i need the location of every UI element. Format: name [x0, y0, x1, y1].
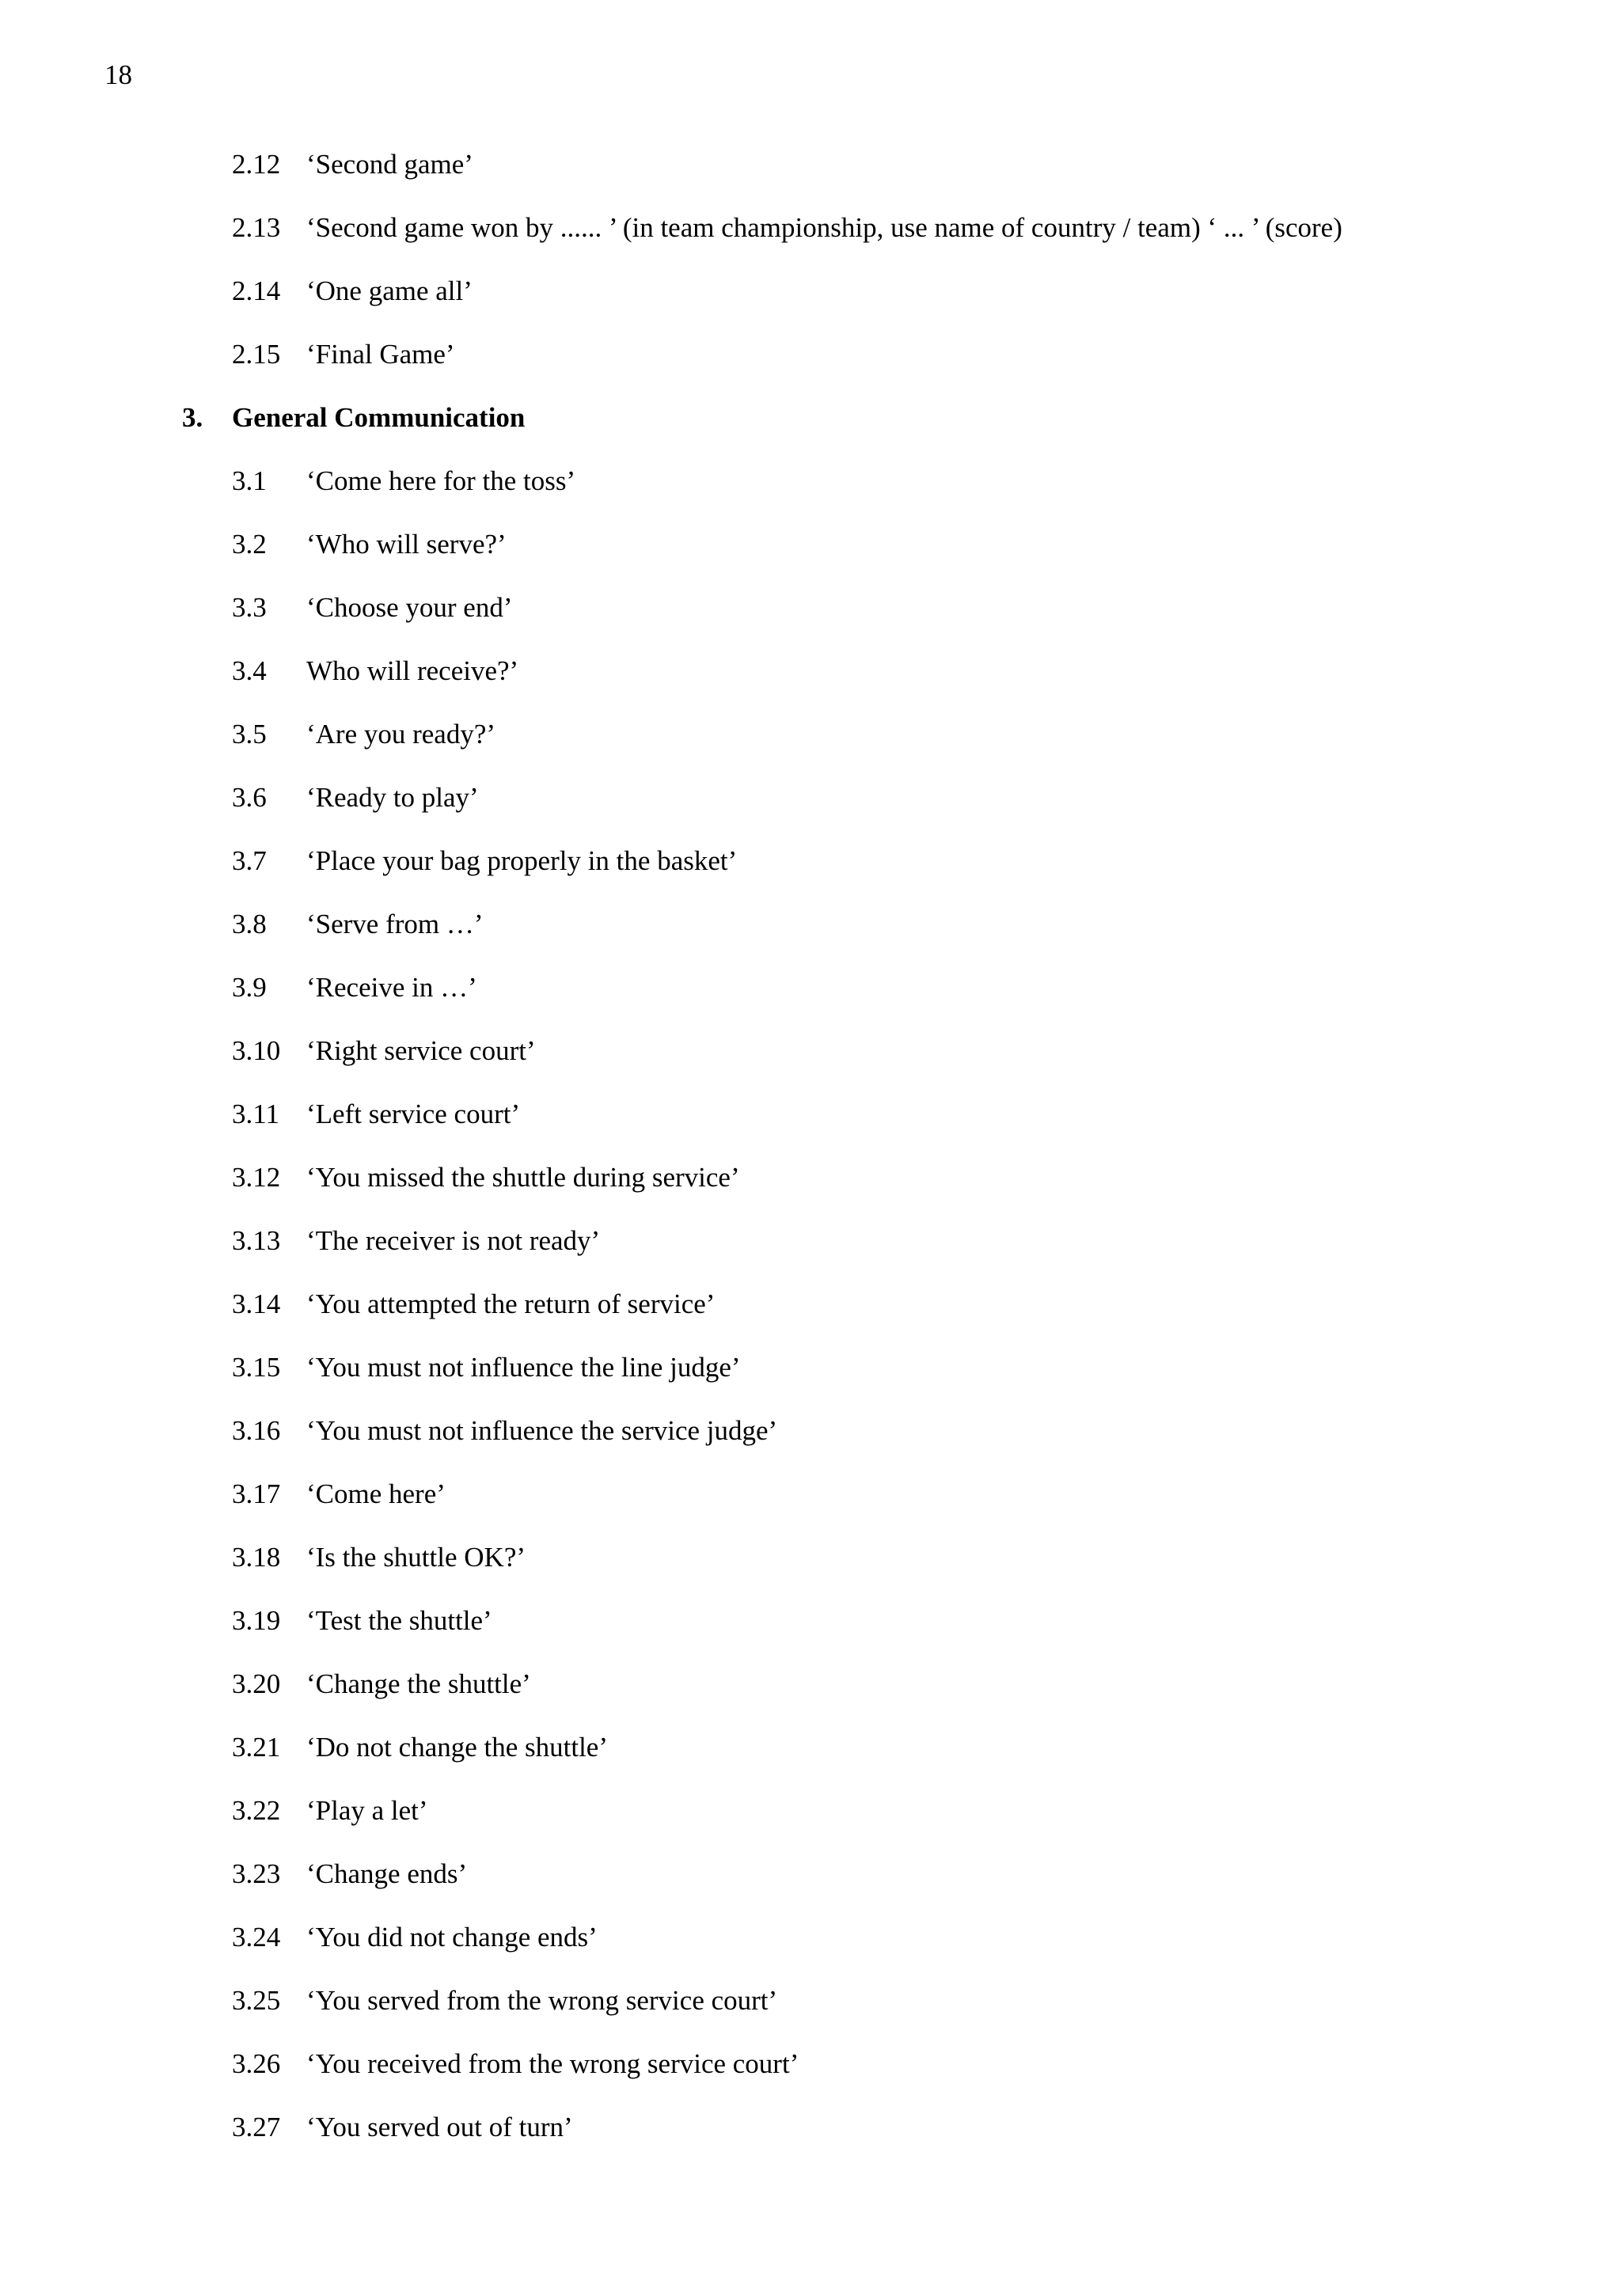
item-text: ‘Second game’: [306, 149, 473, 180]
item-number: 3.5: [232, 719, 267, 750]
item-text: ‘Come here for the toss’: [306, 465, 576, 496]
item-text: ‘Is the shuttle OK?’: [306, 1542, 526, 1573]
item-text: ‘You did not change ends’: [306, 1922, 598, 1953]
item-text: ‘Final Game’: [306, 339, 455, 370]
item-text: ‘The receiver is not ready’: [306, 1225, 601, 1256]
item-number: 3.20: [232, 1668, 281, 1699]
item-text: ‘You attempted the return of service’: [306, 1288, 716, 1319]
item-number: 3.19: [232, 1605, 281, 1636]
item-number: 3.15: [232, 1352, 281, 1383]
section-number: 3.: [182, 402, 203, 433]
item-number: 3.25: [232, 1985, 281, 2016]
item-number: 3.4: [232, 655, 267, 686]
item-text: ‘You served from the wrong service court’: [306, 1985, 778, 2016]
item-number: 3.27: [232, 2112, 281, 2142]
item-number: 3.16: [232, 1415, 281, 1446]
item-number: 3.24: [232, 1922, 281, 1953]
item-number: 3.7: [232, 845, 267, 876]
item-number: 3.17: [232, 1478, 281, 1509]
item-number: 2.13: [232, 212, 281, 243]
item-number: 3.9: [232, 972, 267, 1003]
item-number: 3.23: [232, 1858, 281, 1889]
item-number: 3.8: [232, 909, 267, 939]
item-text: ‘You received from the wrong service court’: [306, 2048, 799, 2079]
item-number: 3.11: [232, 1099, 279, 1129]
item-text: ‘Place your bag properly in the basket’: [306, 845, 738, 876]
item-number: 3.12: [232, 1162, 281, 1193]
item-number: 3.6: [232, 782, 267, 813]
page-number: 18: [104, 59, 132, 90]
item-text: ‘Change the shuttle’: [306, 1668, 531, 1699]
item-number: 3.13: [232, 1225, 281, 1256]
item-text: ‘Are you ready?’: [306, 719, 496, 750]
item-text: ‘Who will serve?’: [306, 529, 507, 560]
item-text: ‘Do not change the shuttle’: [306, 1732, 609, 1763]
item-text: ‘One game all’: [306, 275, 473, 306]
item-text: ‘Test the shuttle’: [306, 1605, 492, 1636]
item-text: ‘Play a let’: [306, 1795, 428, 1826]
item-number: 3.18: [232, 1542, 281, 1573]
item-number: 2.15: [232, 339, 281, 370]
item-text: ‘Serve from …’: [306, 909, 484, 939]
item-number: 3.14: [232, 1288, 281, 1319]
item-number: 3.3: [232, 592, 267, 623]
item-text: ‘You must not influence the line judge’: [306, 1352, 741, 1383]
item-number: 3.22: [232, 1795, 281, 1826]
item-text: ‘You must not influence the service judge’: [306, 1415, 778, 1446]
item-text: Who will receive?’: [306, 655, 519, 686]
item-text: ‘You served out of turn’: [306, 2112, 573, 2142]
item-text: ‘Choose your end’: [306, 592, 513, 623]
item-text: ‘Second game won by ...... ’ (in team championship, use name of country / team) ‘ ... ’ (score): [306, 212, 1342, 243]
section-title: General Communication: [232, 402, 526, 433]
item-text: ‘Ready to play’: [306, 782, 479, 813]
item-number: 2.12: [232, 149, 281, 180]
item-text: ‘Come here’: [306, 1478, 446, 1509]
item-number: 3.10: [232, 1035, 281, 1066]
item-text: ‘Change ends’: [306, 1858, 468, 1889]
item-text: ‘Right service court’: [306, 1035, 536, 1066]
item-text: ‘Left service court’: [306, 1099, 521, 1129]
item-number: 3.21: [232, 1732, 281, 1763]
item-text: ‘You missed the shuttle during service’: [306, 1162, 740, 1193]
item-number: 2.14: [232, 275, 281, 306]
item-number: 3.2: [232, 529, 267, 560]
item-number: 3.1: [232, 465, 267, 496]
item-number: 3.26: [232, 2048, 281, 2079]
item-text: ‘Receive in …’: [306, 972, 477, 1003]
